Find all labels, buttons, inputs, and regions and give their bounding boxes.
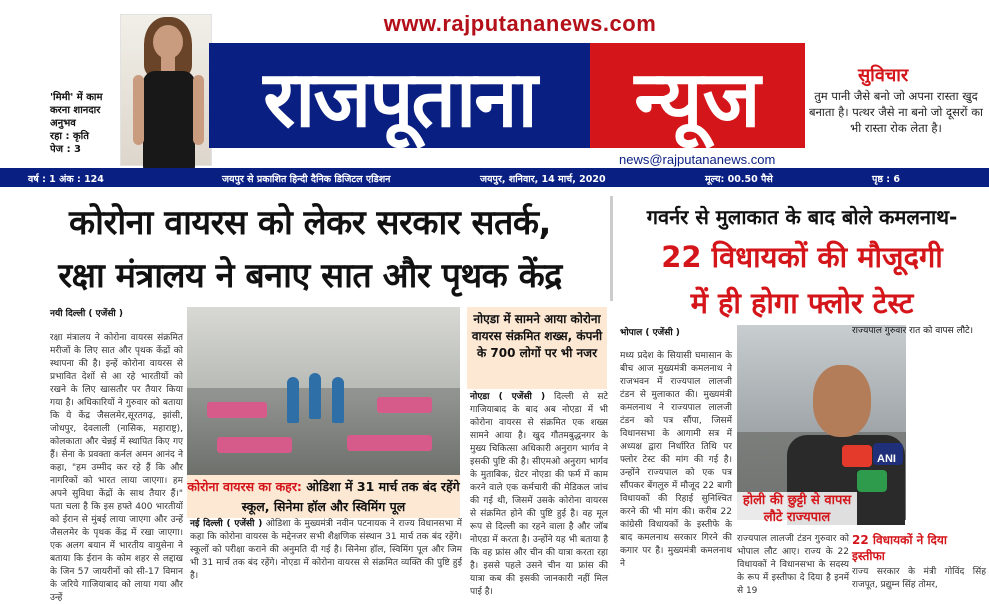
kamalnath-headline-line: में ही होगा फ्लोर टेस्ट [690,286,914,320]
kamalnath-kicker[interactable]: गवर्नर से मुलाकात के बाद बोले कमलनाथ- [646,205,958,229]
lead-dateline: नयी दिल्ली ( एजेंसी ) [50,309,123,319]
issue-number: वर्ष : 1 अंक : 124 [28,174,104,185]
caption-kicker: कोरोना वायरस का कहर: [187,479,302,494]
feature-teaser[interactable] [50,91,122,156]
edition-label: जयपुर से प्रकाशित हिन्दी दैनिक डिजिटल एडिशन [222,174,391,185]
feature-line: अनुभव [50,118,76,129]
odisha-text: ओडिशा के मुख्यमंत्री नवीन पटनायक ने राज्य विधानसभा में कहा कि कोरोना वायरस के मद्देनजर सभी शैक्षणिक संस्थान 31 मार्च तक बंद रहेंगे। स्कूलों को परीक्षा कराने की अनुमति दी गई है। सिनेमा हॉल, स्विमिंग पूल और जिम भी 31 मार्च तक बंद रहेंगे। नोएडा में कोरोना वायरस से संक्रमित व्यक्ति की पुष्टि हुई है। [190,519,462,581]
resign-body: राज्य सरकार के मंत्री गोविंद सिंह राजपूत, प्रद्युम्न सिंह तोमर, [852,567,986,590]
masthead-title-part2[interactable]: न्यूज [590,43,805,148]
resign-headline[interactable]: 22 विधायकों ने दिया इस्तीफा [852,533,947,563]
contact-email[interactable]: news@rajputananews.com [619,152,776,167]
noida-dateline: नोएडा ( एजेंसी ) [470,392,546,402]
governor-photo-caption[interactable]: होली की छुट्टी से वापस लौटे राज्यपाल [737,492,857,532]
noida-text: दिल्ली से सटे गाजियाबाद के बाद अब नोएडा में भी कोरोना वायरस से संक्रमित एक शख्स सामने आया है। खुद गौतमबुद्धनगर के मुख्य चिकित्सा अधिकारी अनुराग भार्गव ने इसकी पुष्टि की है। सीएमओ अनुराग भार्गव के मुताबिक, ग्रेटर नोएडा की फर्म में काम करने वाले एक कर्मचारी की मेडिकल जांच की गई थी, जिसमें उसके कोरोना वायरस से संक्रमित होने की पुष्टि हुई है। वह मूल रूप से दिल्ली का रहने वाला है और जॉब नोएडा में करता है। उन्होंने यह भी बताया है कि वह फ्रांस और चीन की यात्रा करता रहा है। इससे पहले उसने चीन या फ्रांस की यात्रा कब की इसकी जानकारी नहीं मिल पाई है। [470,392,608,597]
kamalnath-headline[interactable] [616,234,988,326]
lead-headline-line: कोरोना वायरस को लेकर सरकार सतर्क, [69,203,551,243]
page-number: पृष्ठ : 6 [872,174,901,185]
governor-return-intro: राज्यपाल गुरुवार रात को वापस लौटे। [852,326,973,336]
feature-line: करना शानदार [50,105,101,116]
noida-body [470,391,608,597]
suvichar-text: तुम पानी जैसे बनो जो अपना रास्ता खुद बनाता है। पत्थर जैसे ना बनो जो दूसरों का भी रास्ता रोक लेता है। [808,89,984,135]
site-url[interactable]: www.rajputananews.com [383,11,657,36]
mic-logo: ANI [877,453,896,465]
suvichar-title: सुविचार [858,65,909,86]
caption-text: ओडिशा में 31 मार्च तक बंद रहेंगे स्कूल, सिनेमा हॉल और स्विमिंग पूल [241,479,460,514]
feature-photo [120,14,212,166]
feature-line: 'मिमी' में काम [50,92,103,103]
feature-line: रहा : कृति [50,131,89,142]
noida-headline[interactable]: नोएडा में सामने आया कोरोना वायरस संक्रमित शख्स, कंपनी के 700 लोगों पर भी नजर [467,307,607,389]
issue-price: मूल्य: 00.50 पैसे [705,174,773,185]
hospital-ward-photo [187,307,460,475]
issue-date: जयपुर, शनिवार, 14 मार्च, 2020 [480,174,606,185]
column-divider [610,196,613,301]
kamalnath-headline-line: 22 विधायकों की मौजूदगी [661,240,943,274]
info-strip [0,168,989,187]
odisha-body [190,518,462,588]
lead-body: रक्षा मंत्रालय ने कोरोना वायरस संक्रमित मरीजों के लिए सात और पृथक केंद्रों को स्थापना की है। इन्हें कोरोना वायरस से प्रभावित देशों से आ रहे भारतीयों को रखने के लिए खासतौर पर तैयार किया गया है। अधिकारियों ने गुरुवार को बताया कि ये केंद्र जैसलमेर,सूरतगढ़, झांसी, जोधपुर, देवलाली (नासिक, महाराष्ट्र), कोलकाता और चेन्नई में स्थापित किए गए हैं। सेना के प्रवक्ता कर्नल अमन आनंद ने कहा, "हम उम्मीद कर रहे हैं कि और नागरिकों को भारत लाया जाएगा। हम अपने सुविधा केंद्रों के साथ तैयार हैं।" पता चला है कि इस हफ्ते 400 भारतीयों को ईरान से मुंबई लाया जाएगा और उन्हें जैसलमेर के पृथक केंद्र में रखा जाएगा। एक अलग बयान में भारतीय वायुसेना ने बताया कि ईरान के कोम शहर से लद्दाख के जिन 57 जायरीनों को सी-17 विमान के जरिये गाजियाबाद को लाया गया और उन्हें [50,333,183,603]
lead-headline[interactable] [10,197,610,303]
odisha-dateline: नई दिल्ली ( एजेंसी ) [190,519,263,529]
masthead-title-part1[interactable]: राजपूताना [209,43,590,148]
kamalnath-dateline: भोपाल ( एजेंसी ) [620,328,680,338]
lead-headline-line: रक्षा मंत्रालय ने बनाए सात और पृथक केंद्र [58,256,562,296]
governor-body: राज्यपाल लालजी टंडन गुरुवार को भोपाल लौट आए। राज्य के 22 विधायकों ने विधानसभा के सदस्य के रूप में इस्तीफा दे दिया है इनमें से 19 [737,534,849,596]
feature-page-ref: पेज : 3 [50,144,82,155]
photo-caption[interactable] [187,475,460,518]
kamalnath-body: मध्य प्रदेश के सियासी घमासान के बीच आज मुख्यमंत्री कमलनाथ ने राजभवन में राज्यपाल लालजी टंडन से मुलाकात की। मुख्यमंत्री कमलनाथ ने राज्यपाल लालजी टंडन को पत्र सौंपा, जिसमें विधानसभा के आगामी सत्र में अध्यक्ष द्वारा निर्धारित तिथि पर फ्लोर टेस्ट की मांग की गई है। उन्होंने राज्यपाल को एक पत्र सौंपकर बेंगलुरु में मौजूद 22 बागी विधायकों की रिहाई सुनिश्चित करने की भी मांग की। करीब 22 कांग्रेसी विधायकों के इस्तीफे के बाद कमलनाथ सरकार गिरने की कगार पर है। मुख्यमंत्री कमलनाथ ने [620,351,732,569]
